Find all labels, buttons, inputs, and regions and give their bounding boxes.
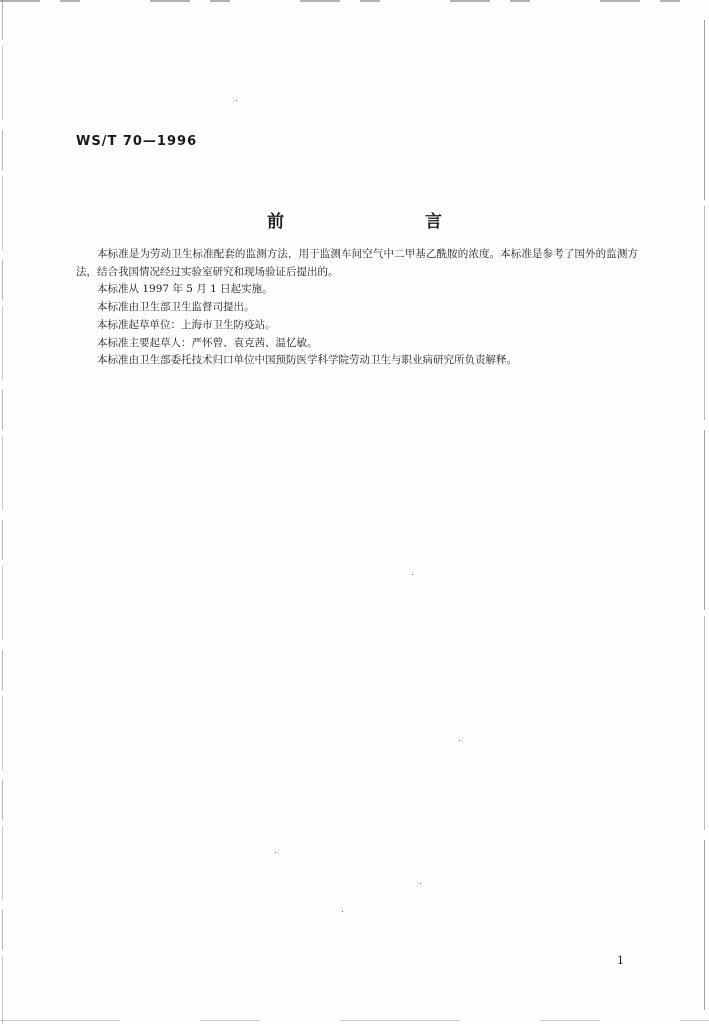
document-code: WS/T 70—1996	[76, 134, 198, 149]
scan-edge-left	[2, 0, 3, 1024]
paragraph-purpose: 本标准是为劳动卫生标准配套的监测方法，用于监测车间空气中二甲基乙酰胺的浓度。本标准是参考了国外的监测方法，结合我国情况经过实验室研究和现场验证后提出的。	[76, 248, 638, 278]
scan-edge-bottom	[0, 1020, 709, 1021]
scan-speck	[236, 100, 237, 101]
scan-speck	[459, 740, 460, 741]
page-number: 1	[617, 954, 624, 967]
paragraph-proposer: 本标准由卫生部卫生监督司提出。	[97, 301, 255, 314]
paragraph-drafting-unit: 本标准起草单位：上海市卫生防疫站。	[97, 318, 276, 331]
scan-speck	[412, 574, 413, 575]
paragraph-drafters: 本标准主要起草人：严怀曾、袁克茜、温忆敏。	[97, 336, 318, 349]
scan-edge-right	[704, 20, 705, 1010]
foreword-body	[76, 246, 638, 370]
scan-speck	[342, 911, 343, 912]
scan-speck	[275, 852, 276, 853]
page-title: 前 言	[267, 212, 504, 232]
scan-speck	[420, 883, 421, 884]
paragraph-effective-date: 本标准从 1997 年 5 月 1 日起实施。	[97, 283, 273, 296]
paragraph-interpretation: 本标准由卫生部委托技术归口单位中国预防医学科学院劳动卫生与职业病研究所负责解释。	[97, 354, 517, 367]
scan-edge-top	[0, 0, 709, 2]
